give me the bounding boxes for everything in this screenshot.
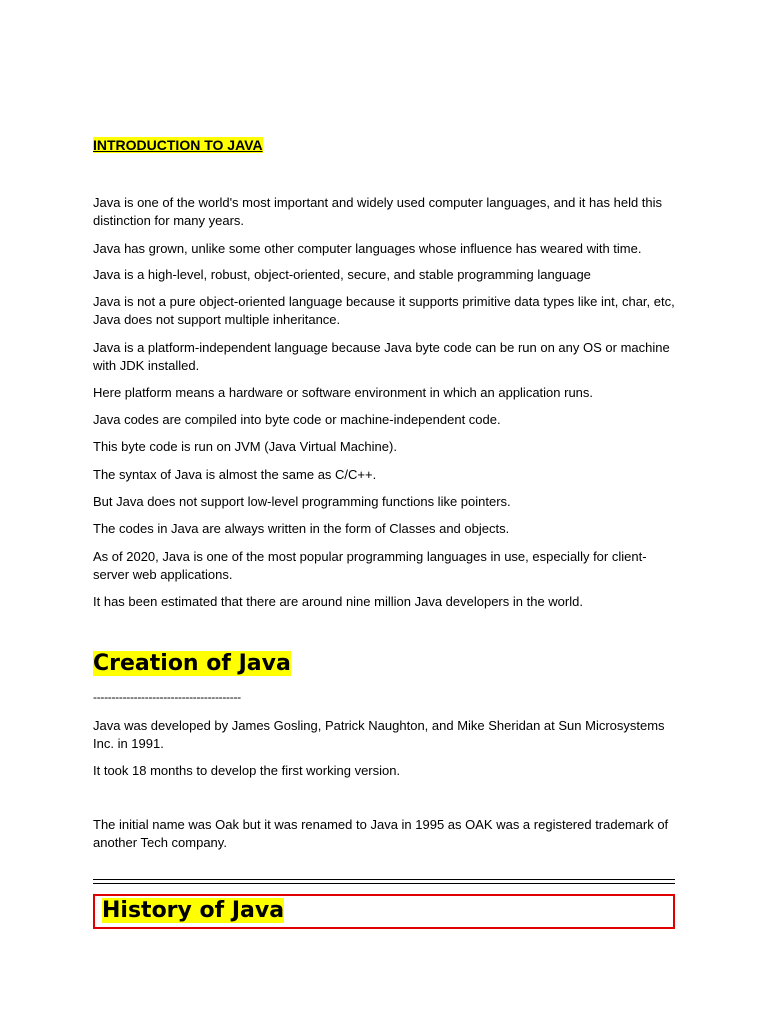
intro-paragraph: But Java does not support low-level programming functions like pointers.: [93, 494, 511, 509]
creation-paragraph: The initial name was Oak but it was renamed to Java in 1995 as OAK was a registered trademark of another Tech company.: [93, 817, 669, 850]
intro-paragraph: Java is a high-level, robust, object-oriented, secure, and stable programming language: [93, 267, 591, 282]
intro-paragraph: The syntax of Java is almost the same as C/C++.: [93, 467, 377, 482]
intro-paragraph: It has been estimated that there are around nine million Java developers in the world.: [93, 594, 583, 609]
intro-paragraph: As of 2020, Java is one of the most popular programming languages in use, especially for client-server web applications.: [93, 549, 647, 582]
history-heading-text: History of Java: [102, 898, 285, 923]
intro-paragraph: Java is not a pure object-oriented language because it supports primitive data types like int, char, etc, Java does not support multiple inheritance.: [93, 294, 675, 327]
creation-heading: [93, 650, 291, 678]
intro-paragraph: Here platform means a hardware or software environment in which an application runs.: [93, 385, 594, 400]
history-heading: [102, 897, 284, 925]
intro-paragraph: The codes in Java are always written in the form of Classes and objects.: [93, 521, 510, 536]
intro-paragraph: Java codes are compiled into byte code or machine-independent code.: [93, 412, 501, 427]
dash-separator: ----------------------------------------: [93, 690, 241, 704]
creation-paragraph: Java was developed by James Gosling, Patrick Naughton, and Mike Sheridan at Sun Microsystems Inc. in 1991.: [93, 718, 665, 751]
double-rule-divider: [93, 879, 675, 884]
intro-heading-text: INTRODUCTION TO JAVA: [93, 137, 263, 153]
intro-paragraph: Java is one of the world's most important and widely used computer languages, and it has held this distinction for many years.: [93, 195, 663, 228]
intro-heading: [93, 136, 263, 154]
creation-paragraph: It took 18 months to develop the first working version.: [93, 763, 401, 778]
creation-heading-text: Creation of Java: [93, 651, 291, 676]
intro-paragraph: Java has grown, unlike some other computer languages whose influence has weared with time.: [93, 241, 642, 256]
intro-paragraph: Java is a platform-independent language because Java byte code can be run on any OS or machine with JDK installed.: [93, 340, 670, 373]
history-heading-box: [93, 894, 675, 929]
intro-paragraph: This byte code is run on JVM (Java Virtual Machine).: [93, 439, 397, 454]
